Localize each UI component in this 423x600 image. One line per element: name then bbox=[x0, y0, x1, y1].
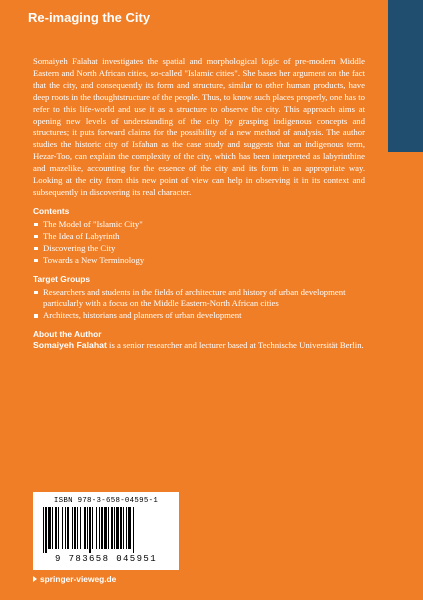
book-title: Re-imaging the City bbox=[28, 10, 151, 25]
barcode-bar bbox=[116, 507, 119, 549]
author-bio: is a senior researcher and lecturer based at Technische Universität Berlin. bbox=[106, 340, 364, 351]
contents-item: Towards a New Terminology bbox=[33, 255, 365, 267]
barcode-bar bbox=[67, 507, 69, 549]
barcode-bar bbox=[72, 507, 73, 549]
barcode-bar bbox=[120, 507, 122, 549]
about-author-heading: About the Author bbox=[33, 329, 102, 340]
barcode-bar bbox=[126, 507, 127, 549]
barcode-bar bbox=[58, 507, 59, 549]
publisher-website bbox=[33, 574, 116, 584]
contents-heading: Contents bbox=[33, 205, 70, 216]
barcode-bar bbox=[104, 507, 107, 549]
isbn-text: ISBN 978-3-658-04595-1 bbox=[53, 497, 159, 505]
author-name: Somaiyeh Falahat bbox=[33, 340, 107, 351]
barcode-bar bbox=[52, 507, 53, 549]
barcode-bar bbox=[96, 507, 97, 549]
barcode-bar bbox=[45, 507, 47, 553]
barcode-digits: 9 783658 045951 bbox=[54, 554, 157, 564]
barcode-bar bbox=[92, 507, 93, 549]
abstract-paragraph: Somaiyeh Falahat investigates the spatial and morphological logic of pre-modern Middle Eastern and North African cities, so-called "Islamic cities". She bases her argument on the fact that the city, and consequently its form and structure, similar to other human products, have deep roots in the thoughtstructure of the people. Thus, to know such places properly, one has to refer to this life-world and use it as a structure to observe the city. This approach aims at opening new levels of understanding of the city by grasping indigenous concepts and structures; it puts forward claims for the possibility of a new method of analysis. The author studies the historic city of Isfahan as the case study and suggests that an indigenous term, Hezar-Too, can explain the complexity of the city, which has been interpreted as labyrinthine and mazelike, accounting for the essence of the city and its form in an appropriate way. Looking at the city from this new point of view can help in observing it in its context and subsequently in discovering its real character. bbox=[33, 56, 365, 197]
barcode-bar bbox=[87, 507, 88, 549]
website-url: springer-vieweg.de bbox=[40, 574, 117, 584]
barcode-bar bbox=[77, 507, 78, 549]
barcode-bar bbox=[84, 507, 86, 549]
about-author-text bbox=[33, 340, 365, 352]
contents-item: The Idea of Labyrinth bbox=[33, 231, 365, 243]
barcode-bar bbox=[89, 507, 91, 553]
barcode-bar bbox=[111, 507, 113, 549]
barcode-bar bbox=[43, 507, 44, 553]
target-group-item: Researchers and students in the fields of architecture and history of urban development particularly with a focus on the Middle Eastern-North African cities bbox=[33, 287, 365, 311]
contents-item: The Model of "Islamic City" bbox=[33, 219, 365, 231]
barcode-bars bbox=[43, 507, 169, 553]
contents-item: Discovering the City bbox=[33, 243, 365, 255]
cover-text-block bbox=[33, 56, 365, 352]
barcode-bar bbox=[99, 507, 100, 549]
target-group-item: Architects, historians and planners of urban development bbox=[33, 310, 365, 322]
barcode-bar bbox=[74, 507, 76, 549]
arrow-icon bbox=[33, 576, 37, 582]
barcode-bar bbox=[133, 507, 134, 553]
barcode-bar bbox=[48, 507, 51, 549]
target-groups-list bbox=[33, 287, 365, 323]
barcode-bar bbox=[128, 507, 131, 549]
barcode-bar bbox=[55, 507, 57, 549]
isbn-barcode bbox=[33, 492, 179, 570]
barcode-bar bbox=[80, 507, 81, 549]
barcode-bar bbox=[108, 507, 109, 549]
target-groups-heading: Target Groups bbox=[33, 273, 91, 284]
barcode-bar bbox=[65, 507, 66, 549]
barcode-bar bbox=[114, 507, 115, 549]
barcode-bar bbox=[101, 507, 103, 549]
barcode-bar bbox=[62, 507, 63, 549]
contents-list bbox=[33, 219, 365, 267]
barcode-bar bbox=[123, 507, 124, 549]
spine-color-tab bbox=[388, 0, 423, 152]
